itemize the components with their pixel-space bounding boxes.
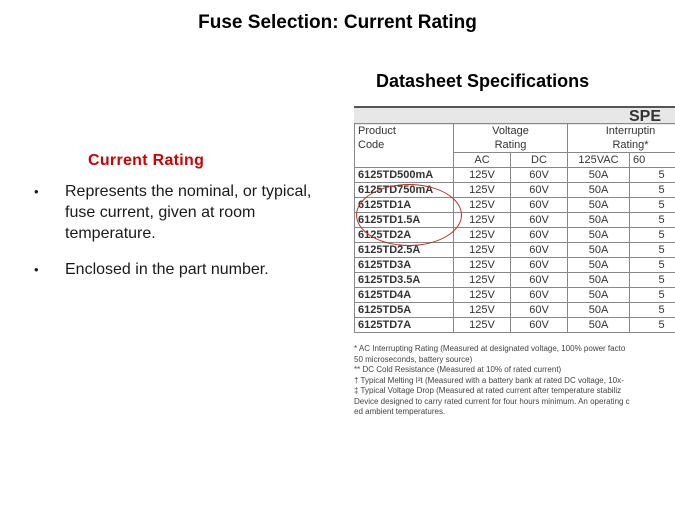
- table-row: [355, 273, 675, 288]
- table-cell: 60V: [511, 273, 568, 288]
- table-cell: 125V: [454, 243, 511, 258]
- table-cell: 5: [630, 243, 675, 258]
- note-line: Device designed to carry rated current for four hours minimum. An operating c: [354, 396, 630, 406]
- header-ac: AC: [454, 153, 511, 168]
- table-cell: 5: [630, 168, 675, 183]
- datasheet-image: [352, 106, 675, 426]
- header-interrupting-rating: Interruptin Rating*: [568, 124, 675, 153]
- table-cell: 50A: [568, 198, 630, 213]
- table-cell: 50A: [568, 183, 630, 198]
- header-product-code: Product Code: [355, 124, 454, 168]
- bullet-dot-icon: •: [34, 184, 39, 199]
- note-line: ‡ Typical Voltage Drop (Measured at rated current after temperature stabiliz: [354, 386, 622, 395]
- table-cell: 50A: [568, 168, 630, 183]
- product-code-cell: 6125TD500mA: [355, 168, 454, 183]
- bullet-text: Enclosed in the part number.: [65, 261, 269, 278]
- product-code-cell: 6125TD1A: [355, 198, 454, 213]
- table-cell: 125V: [454, 168, 511, 183]
- table-cell: 5: [630, 303, 675, 318]
- table-cell: 5: [630, 258, 675, 273]
- table-cell: 50A: [568, 213, 630, 228]
- table-cell: 60V: [511, 168, 568, 183]
- table-cell: 50A: [568, 243, 630, 258]
- bullet-item: [34, 181, 314, 244]
- table-cell: 50A: [568, 258, 630, 273]
- table-cell: 125V: [454, 258, 511, 273]
- table-cell: 60V: [511, 213, 568, 228]
- product-code-cell: 6125TD2A: [355, 228, 454, 243]
- section-heading: Current Rating: [88, 152, 205, 169]
- table-cell: 50A: [568, 228, 630, 243]
- table-cell: 60V: [511, 183, 568, 198]
- note-line: ** DC Cold Resistance (Measured at 10% of rated current): [354, 365, 562, 374]
- datasheet-heading: Datasheet Specifications: [376, 71, 590, 91]
- product-code-cell: 6125TD7A: [355, 318, 454, 333]
- table-cell: 125V: [454, 303, 511, 318]
- table-cell: 125V: [454, 318, 511, 333]
- table-cell: 5: [630, 318, 675, 333]
- header-voltage-rating: Voltage Rating: [454, 124, 568, 153]
- bullet-item: [34, 259, 314, 280]
- table-cell: 60V: [511, 228, 568, 243]
- product-code-cell: 6125TD2.5A: [355, 243, 454, 258]
- datasheet-notes: [354, 344, 630, 418]
- header-dc: DC: [511, 153, 568, 168]
- bullet-dot-icon: •: [34, 262, 39, 277]
- table-cell: 5: [630, 213, 675, 228]
- table-cell: 60V: [511, 243, 568, 258]
- table-cell: 5: [630, 228, 675, 243]
- product-code-cell: 6125TD750mA: [355, 183, 454, 198]
- highlight-circle: [356, 184, 462, 246]
- table-row: [355, 168, 675, 183]
- product-code-cell: 6125TD4A: [355, 288, 454, 303]
- table-cell: 50A: [568, 303, 630, 318]
- note-line: 50 microseconds, battery source): [354, 354, 473, 364]
- table-cell: 125V: [454, 183, 511, 198]
- table-cell: 125V: [454, 273, 511, 288]
- bullet-list: [34, 181, 314, 295]
- product-code-cell: 6125TD5A: [355, 303, 454, 318]
- table-cell: 125V: [454, 288, 511, 303]
- product-code-cell: 6125TD3.5A: [355, 273, 454, 288]
- bullet-text: Represents the nominal, or typical, fuse current, given at room temperature.: [65, 183, 312, 242]
- table-cell: 60V: [511, 288, 568, 303]
- header-col5: 60: [630, 153, 675, 168]
- table-cell: 5: [630, 198, 675, 213]
- table-cell: 125V: [454, 198, 511, 213]
- product-code-cell: 6125TD3A: [355, 258, 454, 273]
- header-125vac: 125VAC: [568, 153, 630, 168]
- table-row: [355, 258, 675, 273]
- note-line: * AC Interrupting Rating (Measured at designated voltage, 100% power facto: [354, 344, 626, 353]
- table-cell: 125V: [454, 228, 511, 243]
- table-cell: 50A: [568, 273, 630, 288]
- table-row: [355, 303, 675, 318]
- table-cell: 125V: [454, 213, 511, 228]
- table-cell: 5: [630, 183, 675, 198]
- table-row: [355, 288, 675, 303]
- table-cell: 60V: [511, 258, 568, 273]
- table-row: [355, 318, 675, 333]
- note-line: † Typical Melting I²t (Measured with a battery bank at rated DC voltage, 10x-: [354, 375, 624, 385]
- note-line: ed ambient temperatures.: [354, 407, 446, 416]
- table-cell: 5: [630, 273, 675, 288]
- table-cell: 60V: [511, 198, 568, 213]
- datasheet-banner-label: SPE: [629, 108, 662, 125]
- product-code-cell: 6125TD1.5A: [355, 213, 454, 228]
- table-cell: 50A: [568, 318, 630, 333]
- table-cell: 60V: [511, 303, 568, 318]
- slide-title: Fuse Selection: Current Rating: [198, 12, 477, 33]
- table-cell: 60V: [511, 318, 568, 333]
- table-cell: 5: [630, 288, 675, 303]
- table-cell: 50A: [568, 288, 630, 303]
